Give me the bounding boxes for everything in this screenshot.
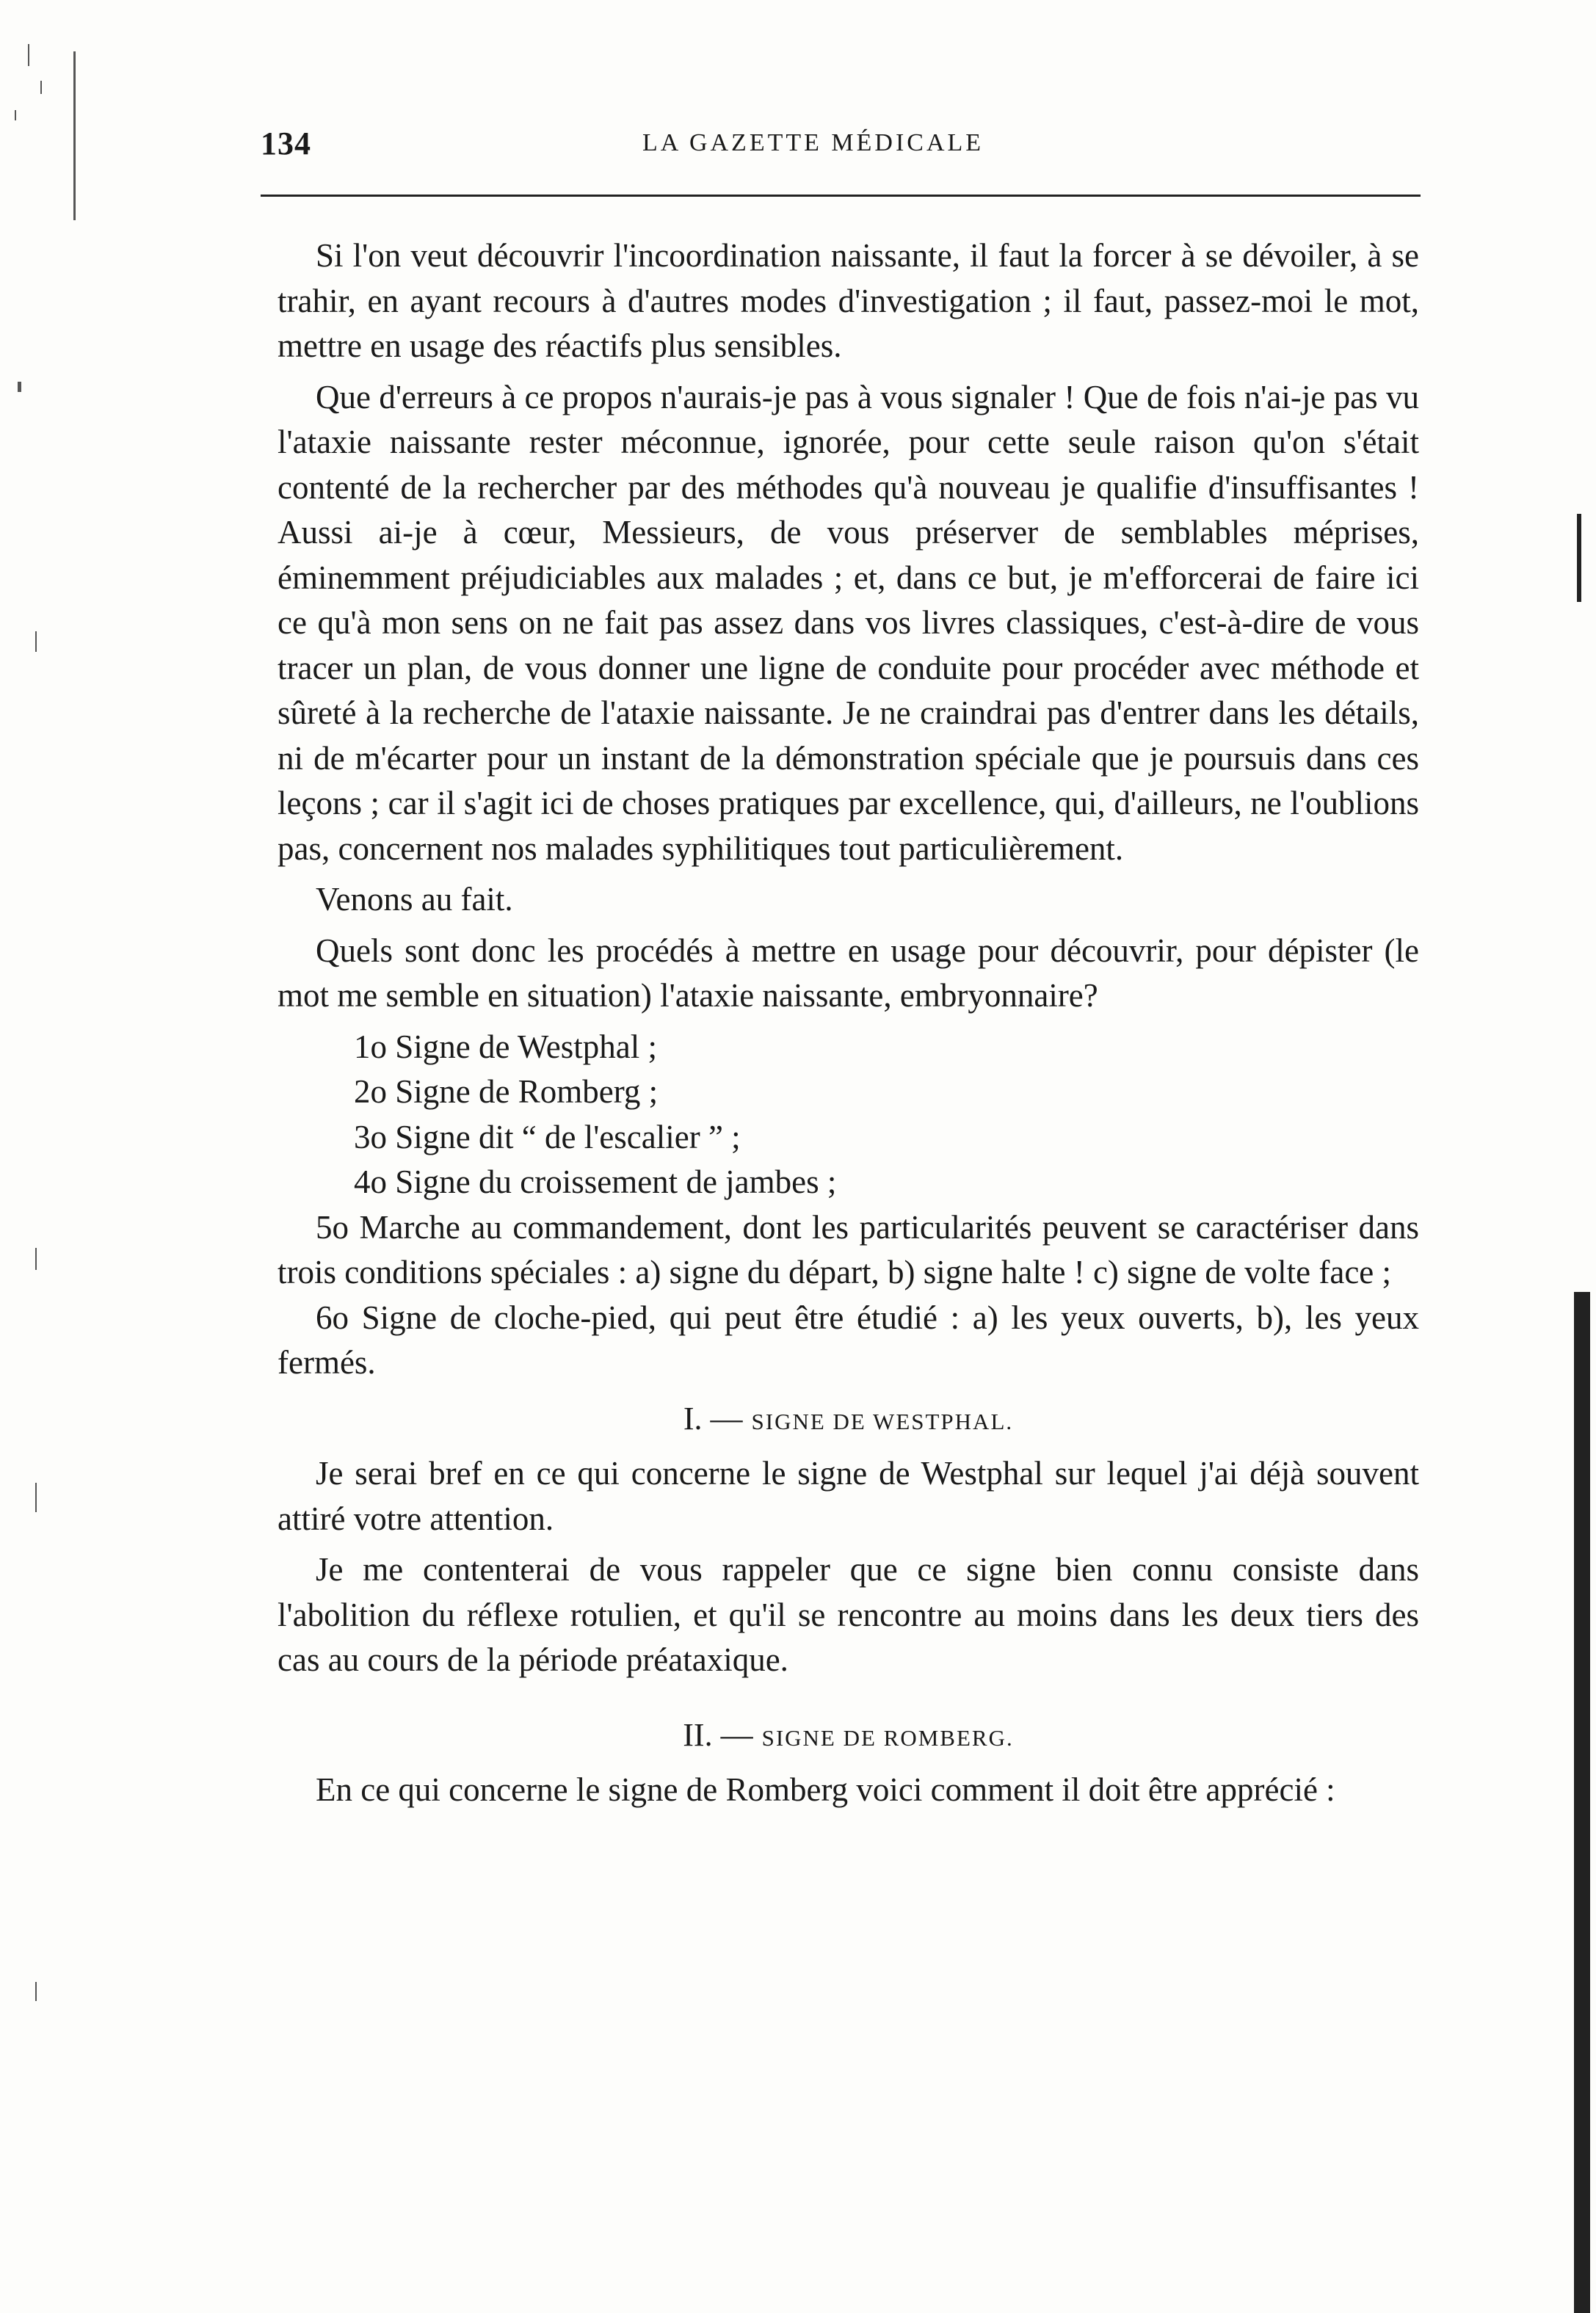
section-number: I. —	[683, 1400, 743, 1437]
list-item: 3o Signe dit “ de l'escalier ” ;	[354, 1118, 741, 1155]
paragraph: Quels sont donc les procédés à mettre en usage pour découvrir, pour dépister (le mot me semble en situation) l'ataxie naissante, embryonnaire?	[278, 932, 1419, 1014]
section-heading	[278, 1713, 1419, 1761]
paragraph: En ce qui concerne le signe de Romberg voici comment il doit être apprécié :	[316, 1771, 1335, 1808]
body-text	[278, 233, 1419, 1813]
page-header	[261, 125, 1421, 169]
paragraph: Si l'on veut découvrir l'incoordination naissante, il faut la forcer à se dévoiler, à se trahir, en ayant recours à d'autres modes d'investigation ; il faut, passez-moi le mot, mettre en usage des réactifs plus sensibles.	[278, 237, 1419, 364]
paragraph: Je me contenterai de vous rappeler que ce signe bien connu consiste dans l'abolition du réflexe rotulien, et qu'il se rencontre au moins dans les deux tiers des cas au cours de la période préataxique.	[278, 1551, 1419, 1678]
section-title: SIGNE DE WESTPHAL.	[751, 1408, 1014, 1434]
running-title: LA GAZETTE MÉDICALE	[642, 129, 984, 156]
list-item: 5o Marche au commandement, dont les particularités peuvent se caractériser dans trois conditions spéciales : a) signe du départ, b) signe halte ! c) signe de volte face ;	[278, 1208, 1419, 1290]
paragraph: Je serai bref en ce qui concerne le signe de Westphal sur lequel j'ai déjà souvent attiré votre attention.	[278, 1455, 1419, 1537]
scan-margin-left	[0, 0, 103, 2313]
paragraph: Venons au fait.	[316, 881, 513, 918]
scan-binding-edge	[1552, 0, 1596, 2313]
section-title: SIGNE DE ROMBERG.	[761, 1724, 1014, 1751]
paragraph: Que d'erreurs à ce propos n'aurais-je pas à vous signaler ! Que de fois n'ai-je pas vu l'ataxie naissante rester méconnue, ignorée, pour cette seule raison qu'on s'était contenté de la rechercher par des méthodes qu'à nouveau je qualifie d'insuffisantes ! Aussi ai-je à cœur, Messieurs, de vous préserver de semblables méprises, éminemment préjudiciables aux malades ; et, dans ce but, je m'efforcerai de faire ici ce qu'à mon sens on ne fait pas assez dans vos livres classiques, c'est-à-dire de vous tracer un plan, de vous donner une ligne de conduite pour procéder avec méthode et sûreté à la recherche de l'ataxie naissante. Je ne craindrai pas d'entrer dans les détails, ni de m'écarter pour un instant de la démonstration spéciale que je poursuis dans ces leçons ; car il s'agit ici de choses pratiques par excellence, qui, d'ailleurs, ne l'oublions pas, concernent nos malades syphilitiques tout particulièrement.	[278, 378, 1419, 867]
list-item: 6o Signe de cloche-pied, qui peut être étudié : a) les yeux ouverts, b), les yeux fermés.	[278, 1299, 1419, 1381]
list-item: 4o Signe du croissement de jambes ;	[354, 1163, 837, 1200]
list-item: 1o Signe de Westphal ;	[354, 1028, 657, 1065]
page-number: 134	[261, 126, 311, 161]
list-item: 2o Signe de Romberg ;	[354, 1073, 659, 1110]
section-number: II. —	[683, 1716, 753, 1753]
header-rule	[261, 195, 1421, 197]
section-heading	[278, 1396, 1419, 1445]
